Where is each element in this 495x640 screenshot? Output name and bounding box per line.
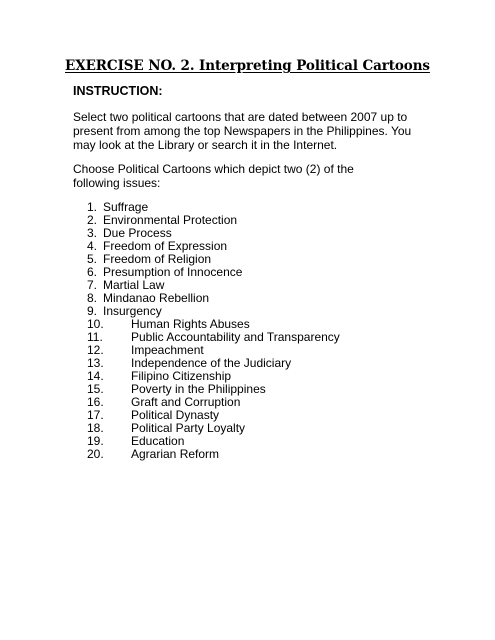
- list-item-label: Graft and Corruption: [131, 395, 241, 409]
- list-item-number: 10.: [87, 317, 104, 331]
- list-item-number: 8.: [87, 291, 98, 305]
- list-item-number: 2.: [87, 213, 98, 227]
- list-item-label: Human Rights Abuses: [131, 317, 250, 331]
- list-item-label: Mindanao Rebellion: [103, 291, 210, 305]
- document-title: EXERCISE NO. 2. Interpreting Political Cartoons: [65, 58, 430, 74]
- list-item-number: 14.: [87, 369, 104, 383]
- list-item-number: 20.: [87, 447, 104, 461]
- list-item-number: 13.: [87, 356, 104, 370]
- list-item: [87, 331, 340, 344]
- list-item-label: Due Process: [103, 226, 172, 240]
- list-item: [87, 422, 340, 435]
- list-item-number: 4.: [87, 239, 98, 253]
- list-item-label: Suffrage: [103, 200, 149, 214]
- list-item-number: 6.: [87, 265, 98, 279]
- list-item-label: Freedom of Expression: [103, 239, 228, 253]
- list-item-label: Independence of the Judiciary: [131, 356, 292, 370]
- list-item-number: 12.: [87, 343, 104, 357]
- list-item-number: 9.: [87, 304, 98, 318]
- list-item-label: Martial Law: [103, 278, 165, 292]
- list-item-number: 11.: [87, 330, 103, 344]
- instruction-paragraph-2: Choose Political Cartoons which depict two (2) of the following issues:: [73, 162, 354, 190]
- list-item-number: 3.: [87, 226, 98, 240]
- list-item-number: 5.: [87, 252, 98, 266]
- list-item-number: 18.: [87, 421, 104, 435]
- list-item-label: Insurgency: [103, 304, 162, 318]
- list-item-label: Education: [131, 434, 185, 448]
- list-item: [87, 448, 340, 461]
- list-item-label: Political Party Loyalty: [131, 421, 246, 435]
- list-item-label: Presumption of Innocence: [103, 265, 243, 279]
- list-item-label: Freedom of Religion: [103, 252, 212, 266]
- instruction-heading: INSTRUCTION:: [73, 84, 163, 98]
- list-item-number: 7.: [87, 278, 98, 292]
- list-item-label: Agrarian Reform: [131, 447, 220, 461]
- issues-list: [87, 201, 340, 461]
- list-item-number: 19.: [87, 434, 104, 448]
- list-item-label: Political Dynasty: [131, 408, 220, 422]
- list-item-number: 17.: [87, 408, 104, 422]
- list-item-number: 1.: [87, 200, 98, 214]
- list-item-number: 16.: [87, 395, 104, 409]
- list-item-label: Impeachment: [131, 343, 204, 357]
- list-item-label: Poverty in the Philippines: [131, 382, 266, 396]
- instruction-paragraph-1: Select two political cartoons that are dated between 2007 up to present from among the top Newspapers in the Philippines. You may look at the Library or search it in the Internet.: [73, 110, 412, 152]
- list-item-label: Environmental Protection: [103, 213, 238, 227]
- list-item-label: Filipino Citizenship: [131, 369, 232, 383]
- list-item-number: 15.: [87, 382, 104, 396]
- list-item-label: Public Accountability and Transparency: [131, 330, 340, 344]
